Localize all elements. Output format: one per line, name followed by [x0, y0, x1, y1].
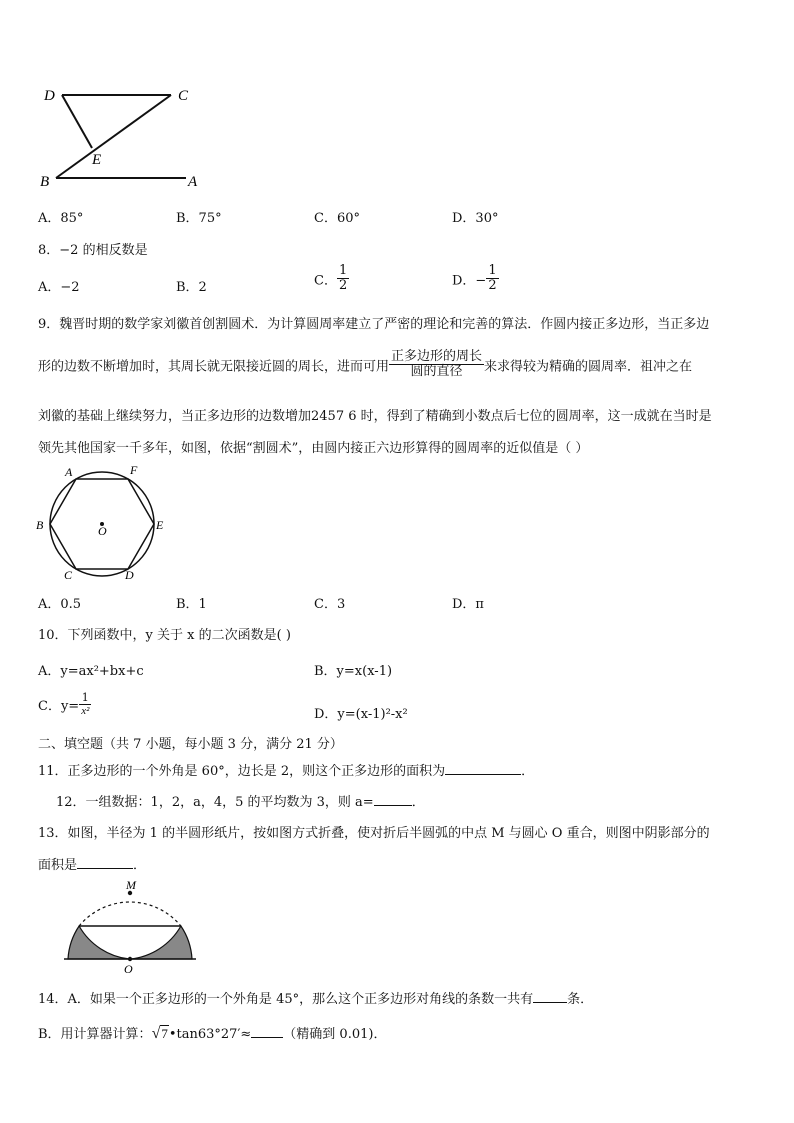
q11-text: 11．正多边形的一个外角是 60°，边长是 2，则这个正多边形的面积为 [38, 764, 446, 779]
q13-answer-blank[interactable] [77, 856, 133, 869]
label-e: E [92, 152, 102, 168]
q14-a-text: 14．A．如果一个正多边形的一个外角是 45°，那么这个正多边形对角线的条数一共有 [38, 992, 534, 1007]
q8-option-d-label: D．− [452, 273, 487, 289]
label-a: A [65, 465, 73, 479]
q13-line-1: 13．如图，半径为 1 的半圆形纸片，按如图方式折叠，使对折后半圆弧的中点 M 与圆心 O 重合，则图中阴影部分的 [38, 826, 710, 841]
q8-option-d [452, 264, 499, 294]
q8-option-c-denominator: 2 [338, 278, 348, 294]
q8-option-d-denominator: 2 [488, 278, 497, 294]
q9-line-2-post: 来求得较为精确的圆周率．祖冲之在 [484, 359, 693, 375]
q9-line-2-pre: 形的边数不断增加时，其周长就无限接近圆的周长，进而可用 [38, 359, 390, 375]
q9-line-3: 刘徽的基础上继续努力，当正多边形的边数增加2457 6 时，得到了精确到小数点后七位的圆周率，这一成就在当时是 [38, 409, 712, 424]
label-b: B [36, 518, 44, 532]
q8-option-d-fraction [486, 264, 498, 294]
q12-end: ． [411, 795, 425, 810]
segment-cb [56, 95, 171, 178]
label-m: M [126, 878, 136, 892]
q9-fraction [389, 350, 484, 380]
q9-fraction-denominator: 圆的直径 [410, 364, 463, 380]
q12-answer-blank[interactable] [374, 793, 412, 806]
q12-text: 12．一组数据：1，2，a，4，5 的平均数为 3，则 a= [56, 795, 374, 810]
q9-option-a: A．0.5 [38, 597, 82, 612]
q13-figure [60, 878, 210, 976]
q10-option-c-numerator: 1 [79, 692, 91, 705]
q12 [56, 791, 425, 810]
q10-option-b: B．y=x(x-1) [314, 664, 393, 679]
point-o [128, 957, 132, 961]
q10-option-a: A．y=ax²+bx+c [38, 664, 144, 679]
label-c: C [178, 88, 189, 104]
q14-b [38, 1023, 386, 1043]
q10-option-c-fraction [79, 692, 91, 717]
q11 [38, 760, 534, 779]
q9-option-c: C．3 [314, 597, 346, 612]
q10-option-c-denominator: x² [81, 705, 90, 718]
q13-end: ． [133, 858, 147, 873]
q7-option-c: C．60° [314, 211, 360, 226]
q8-option-d-numerator: 1 [488, 263, 497, 278]
q9-figure [34, 462, 174, 582]
q10-option-c [38, 692, 91, 717]
sqrt-symbol: √ [151, 1025, 161, 1042]
q9-fraction-numerator: 正多边形的周长 [391, 349, 483, 364]
label-d: D [44, 88, 55, 104]
label-o: O [124, 962, 133, 976]
label-f: F [130, 463, 138, 477]
q8-option-c-label: C． [314, 273, 337, 289]
q13-line-2 [38, 854, 146, 873]
section-2-heading: 二、填空题（共 7 小题，每小题 3 分，满分 21 分） [38, 737, 343, 752]
q14-a-answer-blank[interactable] [533, 990, 567, 1003]
q9-line-1: 9．魏晋时期的数学家刘徽首创割圆术．为计算圆周率建立了严密的理论和完善的算法．作圆内接正多边形，当正多边 [38, 317, 710, 332]
q14-b-post: （精确到 0.01)． [283, 1027, 387, 1042]
q10-option-d: D．y=(x-1)²-x² [314, 707, 408, 722]
q7-option-a: A．85° [38, 211, 84, 226]
label-c: C [64, 568, 73, 582]
segment-de [62, 95, 92, 148]
label-a: A [188, 174, 198, 190]
q14-b-pre: B．用计算器计算： [38, 1027, 152, 1042]
q14-a [38, 988, 593, 1007]
q8-stem: 8．−2 的相反数是 [38, 243, 148, 258]
q8-option-b: B．2 [176, 280, 207, 295]
q7-option-d: D．30° [452, 211, 499, 226]
q9-option-d: D．π [452, 597, 484, 612]
label-e: E [156, 518, 164, 532]
label-o: O [98, 524, 107, 538]
label-d: D [125, 568, 134, 582]
q11-answer-blank[interactable] [445, 762, 521, 775]
label-b: B [40, 174, 50, 190]
q14-a-end: 条． [567, 992, 594, 1007]
sqrt-radicand: 7 [161, 1026, 168, 1041]
q14-b-answer-blank[interactable] [251, 1025, 283, 1038]
q9-line-4: 领先其他国家一千多年，如图，依据“割圆术”，由圆内接正六边形算得的圆周率的近似值是（ ） [38, 441, 589, 456]
q13-line-2-text: 面积是 [38, 858, 78, 873]
q8-option-a: A．−2 [38, 280, 80, 295]
q8-option-c [314, 264, 349, 294]
q14-b-mid: •tan63°27′≈ [168, 1027, 252, 1042]
q9-line-2 [38, 350, 692, 380]
q7-figure [36, 82, 216, 194]
shaded-region [68, 926, 192, 959]
q10-stem: 10．下列函数中，y 关于 x 的二次函数是( ) [38, 628, 291, 643]
original-arc [79, 902, 181, 926]
q11-end: ． [521, 764, 535, 779]
q8-option-c-fraction [337, 264, 349, 294]
q8-option-c-numerator: 1 [338, 263, 348, 278]
q7-option-b: B．75° [176, 211, 222, 226]
q10-option-c-label: C．y= [38, 699, 80, 715]
q9-option-b: B．1 [176, 597, 207, 612]
